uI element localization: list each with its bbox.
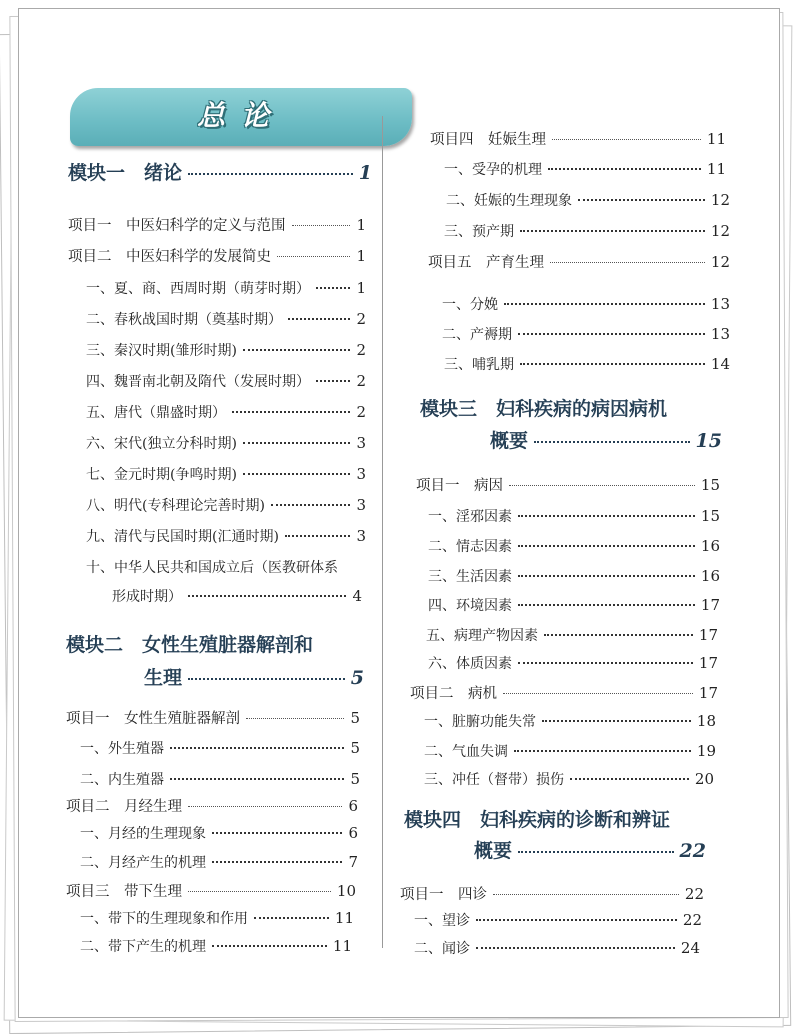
dot-leader xyxy=(503,693,693,694)
dot-leader xyxy=(518,851,674,853)
toc-item[interactable] xyxy=(68,214,366,235)
dot-leader xyxy=(232,411,350,413)
entry-title: 模块一 绪论 xyxy=(68,162,183,184)
toc-item[interactable] xyxy=(410,682,718,703)
page-number: 11 xyxy=(706,130,726,148)
module-heading: 模块四 妇科疾病的诊断和辨证 xyxy=(404,809,671,831)
banner-title: 总论 xyxy=(196,99,285,132)
page-number: 17 xyxy=(698,626,718,644)
entry-title: 九、清代与民国时期(汇通时期) xyxy=(86,529,279,545)
entry-title: 二、妊娠的生理现象 xyxy=(446,193,572,209)
entry-title: 六、体质因素 xyxy=(428,656,512,672)
toc-page xyxy=(18,8,780,1018)
dot-leader xyxy=(243,349,351,351)
entry-title: 二、月经产生的机理 xyxy=(80,855,206,871)
dot-leader xyxy=(170,747,344,749)
toc-item[interactable] xyxy=(430,128,726,149)
entry-title: 三、冲任（督带）损伤 xyxy=(424,772,564,788)
toc-subentry[interactable] xyxy=(414,938,700,958)
entry-title: 一、外生殖器 xyxy=(80,741,164,757)
page-number: 2 xyxy=(356,372,366,390)
toc-subentry[interactable] xyxy=(86,371,366,391)
toc-item[interactable] xyxy=(428,251,730,272)
entry-title: 项目三 带下生理 xyxy=(66,884,182,900)
dot-leader xyxy=(316,287,350,289)
entry-title: 一、月经的生理现象 xyxy=(80,826,206,842)
entry-title: 五、唐代（鼎盛时期） xyxy=(86,405,226,421)
page-number: 19 xyxy=(696,742,716,760)
page-number: 22 xyxy=(679,840,706,862)
toc-subentry[interactable] xyxy=(86,340,366,360)
toc-subentry[interactable] xyxy=(424,741,716,761)
entry-title: 形成时期） xyxy=(112,589,182,605)
dot-leader xyxy=(552,139,701,140)
dot-leader xyxy=(212,832,342,834)
toc-subentry[interactable] xyxy=(86,433,366,453)
dot-leader xyxy=(550,262,705,263)
page-number: 1 xyxy=(358,162,372,184)
toc-subentry[interactable] xyxy=(80,852,358,872)
page-number: 5 xyxy=(350,770,360,788)
page-number: 17 xyxy=(698,654,718,672)
dot-leader xyxy=(292,225,351,226)
entry-title: 八、明代(专科理论完善时期) xyxy=(86,498,265,514)
entry-title: 三、秦汉时期(雏形时期) xyxy=(86,343,237,359)
page-number: 2 xyxy=(356,310,366,328)
dot-leader xyxy=(243,442,351,444)
entry-title: 项目二 月经生理 xyxy=(66,799,182,815)
toc-subentry[interactable] xyxy=(444,159,726,179)
page-number: 24 xyxy=(680,939,700,957)
entry-title: 一、夏、商、西周时期（萌芽时期） xyxy=(86,281,310,297)
dot-leader xyxy=(493,894,679,895)
entry-title: 二、闻诊 xyxy=(414,941,470,957)
toc-subentry[interactable] xyxy=(80,936,352,956)
dot-leader xyxy=(518,515,695,517)
dot-leader xyxy=(504,303,705,305)
dot-leader xyxy=(243,473,351,475)
entry-title: 三、哺乳期 xyxy=(444,357,514,373)
toc-subentry[interactable] xyxy=(442,324,730,344)
toc-item[interactable] xyxy=(66,795,358,816)
page-number: 17 xyxy=(698,684,718,702)
dot-leader xyxy=(520,363,705,365)
dot-leader xyxy=(271,504,351,506)
page-number: 2 xyxy=(356,341,366,359)
dot-leader xyxy=(548,168,701,170)
dot-leader xyxy=(316,380,350,382)
toc-subentry[interactable] xyxy=(424,769,714,789)
page-number: 1 xyxy=(356,216,366,234)
entry-title: 项目五 产育生理 xyxy=(428,255,544,271)
toc-subentry[interactable] xyxy=(428,536,720,556)
page-number: 15 xyxy=(700,476,720,494)
dot-leader xyxy=(188,173,353,175)
column-divider xyxy=(382,116,383,948)
toc-item[interactable] xyxy=(66,707,360,728)
toc-subentry[interactable] xyxy=(86,526,366,546)
page-number: 13 xyxy=(710,325,730,343)
toc-subentry[interactable] xyxy=(86,495,366,515)
toc-subentry[interactable] xyxy=(428,566,720,586)
dot-leader xyxy=(518,333,705,335)
dot-leader xyxy=(534,441,690,443)
toc-subentry[interactable] xyxy=(428,653,718,673)
entry-title: 六、宋代(独立分科时期) xyxy=(86,436,237,452)
dot-leader xyxy=(246,718,344,719)
entry-title: 项目一 中医妇科学的定义与范围 xyxy=(68,218,286,234)
entry-title: 二、气血失调 xyxy=(424,744,508,760)
dot-leader xyxy=(188,678,345,680)
page-number: 7 xyxy=(348,853,358,871)
entry-title: 概要 xyxy=(490,430,529,452)
entry-title: 项目二 病机 xyxy=(410,686,497,702)
toc-subentry[interactable] xyxy=(80,769,360,789)
page-number: 1 xyxy=(356,247,366,265)
dot-leader xyxy=(518,662,693,664)
toc-item[interactable] xyxy=(66,880,356,901)
page-number: 6 xyxy=(348,824,358,842)
toc-item[interactable] xyxy=(400,883,704,904)
page-number: 11 xyxy=(706,160,726,178)
toc-subentry[interactable] xyxy=(86,402,366,422)
page-number: 13 xyxy=(710,295,730,313)
page-number: 3 xyxy=(356,496,366,514)
page-number: 5 xyxy=(350,709,360,727)
dot-leader xyxy=(188,806,342,807)
entry-title: 四、魏晋南北朝及隋代（发展时期） xyxy=(86,374,310,390)
entry-title: 一、受孕的机理 xyxy=(444,162,542,178)
section-banner xyxy=(70,88,412,146)
dot-leader xyxy=(188,891,331,892)
entry-title: 四、环境因素 xyxy=(428,598,512,614)
dot-leader xyxy=(542,720,691,722)
page-number: 10 xyxy=(336,882,356,900)
toc-subentry[interactable] xyxy=(80,738,360,758)
dot-leader xyxy=(288,318,350,320)
dot-leader xyxy=(476,919,677,921)
dot-leader xyxy=(212,945,327,947)
dot-leader xyxy=(570,778,689,780)
toc-item[interactable] xyxy=(416,474,720,495)
page-number: 15 xyxy=(700,507,720,525)
toc-subentry[interactable] xyxy=(446,190,730,210)
page-number: 18 xyxy=(696,712,716,730)
toc-subentry[interactable] xyxy=(428,506,720,526)
entry-title: 一、带下的生理现象和作用 xyxy=(80,911,248,927)
toc-subentry[interactable] xyxy=(86,464,366,484)
dot-leader xyxy=(518,575,695,577)
page-number: 12 xyxy=(710,253,730,271)
toc-subentry[interactable] xyxy=(442,294,730,314)
module-heading[interactable] xyxy=(474,836,706,863)
page-number: 6 xyxy=(348,797,358,815)
entry-title: 二、春秋战国时期（奠基时期） xyxy=(86,312,282,328)
page-number: 3 xyxy=(356,527,366,545)
toc-subentry[interactable] xyxy=(424,711,716,731)
entry-title: 二、内生殖器 xyxy=(80,772,164,788)
dot-leader xyxy=(476,947,675,949)
toc-subentry[interactable] xyxy=(112,586,362,606)
entry-title: 概要 xyxy=(474,840,513,862)
page-number: 22 xyxy=(684,885,704,903)
dot-leader xyxy=(518,545,695,547)
entry-title: 一、脏腑功能失常 xyxy=(424,714,536,730)
module-heading: 模块二 女性生殖脏器解剖和 xyxy=(66,634,314,656)
module-heading[interactable] xyxy=(490,426,722,453)
page-number: 11 xyxy=(334,909,354,927)
entry-title: 二、产褥期 xyxy=(442,327,512,343)
module-heading[interactable] xyxy=(68,158,372,185)
dot-leader xyxy=(544,634,693,636)
page-number: 3 xyxy=(356,434,366,452)
toc-subentry[interactable] xyxy=(80,823,358,843)
page-number: 5 xyxy=(350,667,364,689)
page-number: 12 xyxy=(710,191,730,209)
page-number: 22 xyxy=(682,911,702,929)
entry-title: 一、望诊 xyxy=(414,913,470,929)
dot-leader xyxy=(254,917,329,919)
dot-leader xyxy=(285,535,351,537)
module-heading: 模块三 妇科疾病的病因病机 xyxy=(420,398,668,420)
dot-leader xyxy=(170,778,344,780)
page-number: 4 xyxy=(352,587,362,605)
dot-leader xyxy=(518,604,695,606)
toc-subentry[interactable] xyxy=(428,595,720,615)
entry-title: 三、生活因素 xyxy=(428,569,512,585)
toc-subentry[interactable] xyxy=(444,354,730,374)
page-number: 16 xyxy=(700,567,720,585)
dot-leader xyxy=(514,750,691,752)
page-number: 1 xyxy=(356,279,366,297)
page-number: 15 xyxy=(695,430,722,452)
entry-title: 三、预产期 xyxy=(444,224,514,240)
page-number: 20 xyxy=(694,770,714,788)
module-heading[interactable] xyxy=(144,663,364,690)
entry-title: 项目一 女性生殖脏器解剖 xyxy=(66,711,240,727)
toc-subentry[interactable] xyxy=(86,278,366,298)
page-number: 3 xyxy=(356,465,366,483)
entry-title: 一、分娩 xyxy=(442,297,498,313)
dot-leader xyxy=(277,256,350,257)
toc-subentry: 十、中华人民共和国成立后（医教研体系 xyxy=(86,560,338,576)
toc-subentry[interactable] xyxy=(426,625,718,645)
page-number: 11 xyxy=(332,937,352,955)
entry-title: 项目二 中医妇科学的发展简史 xyxy=(68,249,271,265)
entry-title: 七、金元时期(争鸣时期) xyxy=(86,467,237,483)
entry-title: 二、情志因素 xyxy=(428,539,512,555)
entry-title: 项目四 妊娠生理 xyxy=(430,132,546,148)
entry-title: 项目一 病因 xyxy=(416,478,503,494)
toc-subentry[interactable] xyxy=(80,908,354,928)
dot-leader xyxy=(520,230,705,232)
page-number: 2 xyxy=(356,403,366,421)
toc-item[interactable] xyxy=(68,245,366,266)
page-number: 16 xyxy=(700,537,720,555)
page-number: 14 xyxy=(710,355,730,373)
page-number: 12 xyxy=(710,222,730,240)
entry-title: 五、病理产物因素 xyxy=(426,628,538,644)
entry-title: 二、带下产生的机理 xyxy=(80,939,206,955)
entry-title: 生理 xyxy=(144,667,183,689)
dot-leader xyxy=(212,861,342,863)
toc-subentry[interactable] xyxy=(444,221,730,241)
dot-leader xyxy=(509,485,695,486)
page-number: 17 xyxy=(700,596,720,614)
dot-leader xyxy=(188,595,346,597)
toc-subentry[interactable] xyxy=(86,309,366,329)
dot-leader xyxy=(578,199,705,201)
page-number: 5 xyxy=(350,739,360,757)
entry-title: 一、淫邪因素 xyxy=(428,509,512,525)
toc-subentry[interactable] xyxy=(414,910,702,930)
entry-title: 项目一 四诊 xyxy=(400,887,487,903)
